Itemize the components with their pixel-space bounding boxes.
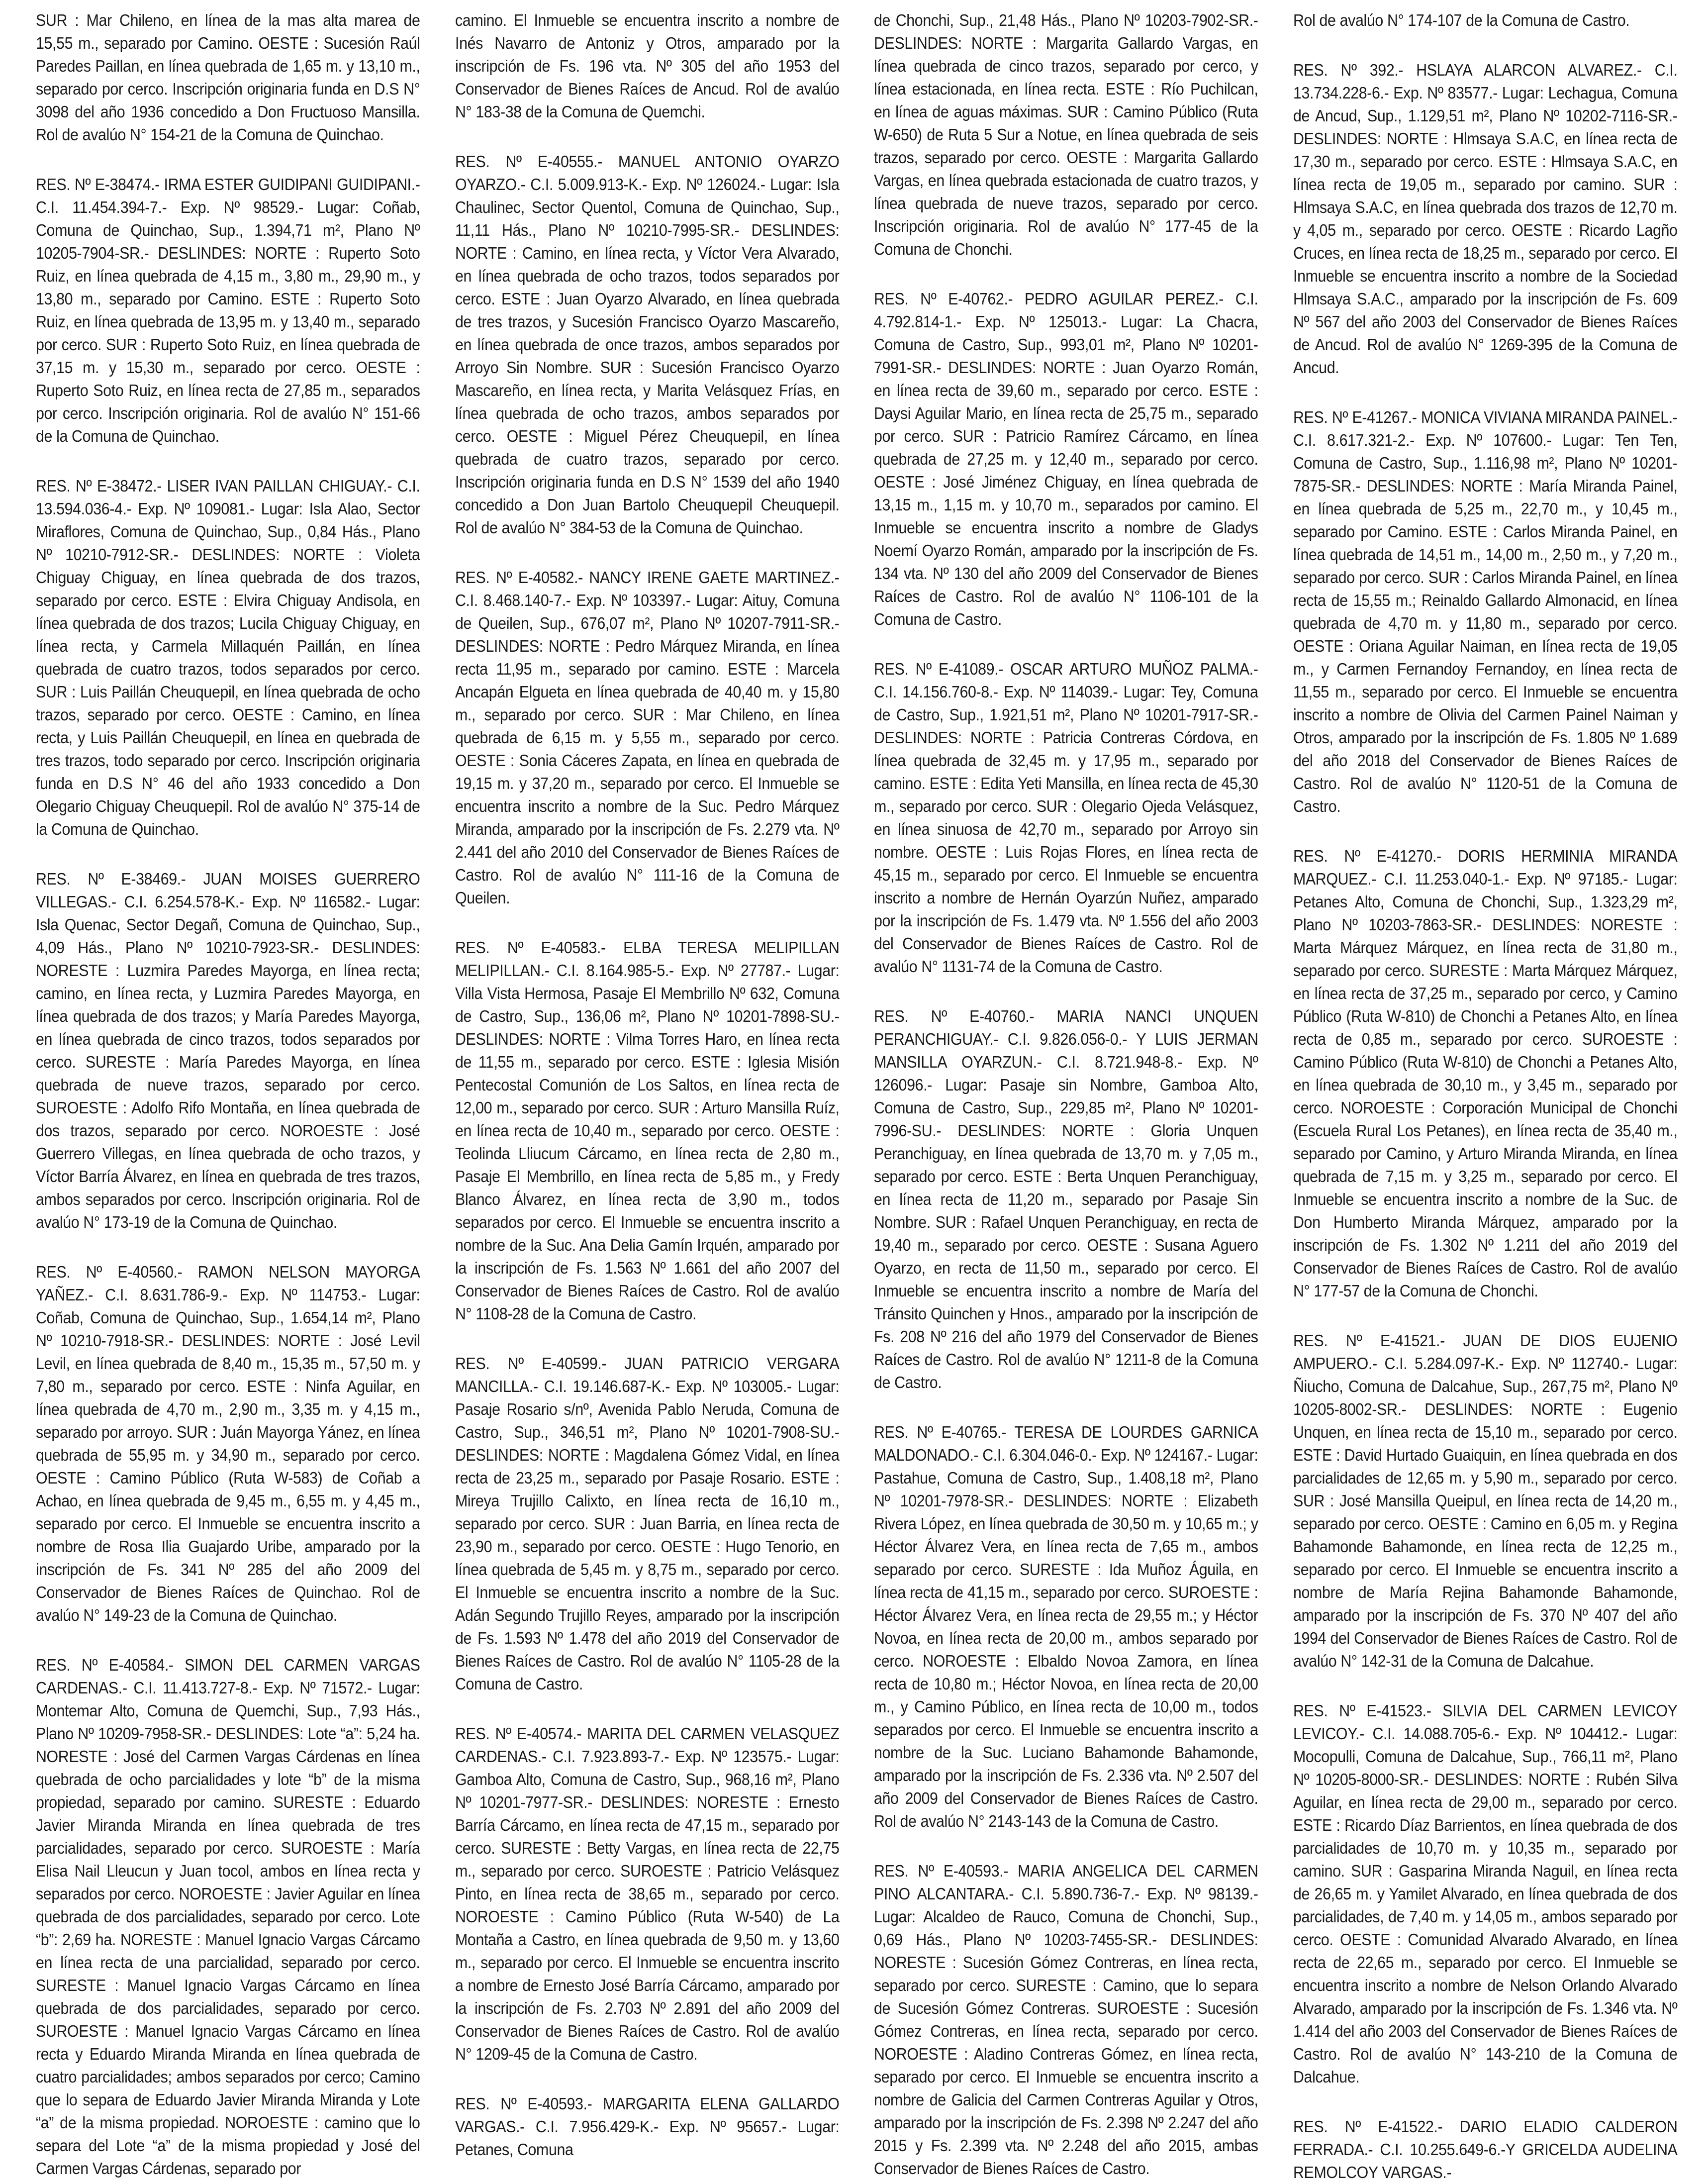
entry: RES. Nº E-40593.- MARGARITA ELENA GALLARDO VARGAS.- C.I. 7.956.429-K.- Exp. Nº 95657.- Lugar: Petanes, Comuna [455, 2094, 840, 2159]
entry: RES. Nº E-40765.- TERESA DE LOURDES GARNICA MALDONADO.- C.I. 6.304.046-0.- Exp. Nº 124167.- Lugar: Pastahue, Comuna de Castro, Sup., 1.408,18 m², Plano Nº 10201-7978-SR.- DESLINDES: NORTE : Elizabeth Rivera López, en línea quebrada de 30,50 m. y 10,65 m.; y Héctor Álvarez Vera, en línea recta de 7,65 m., ambos separado por cerco. SURESTE : Ida Muñoz Águila, en línea recta de 41,15 m., separado por cerco. SUROESTE : Héctor Álvarez Vera, en línea recta de 29,55 m.; y Héctor Novoa, en línea recta de 20,00 m., ambos separado por cerco. NOROESTE : Elbaldo Novoa Zamora, en línea recta de 10,80 m.; Héctor Novoa, en línea recta de 20,00 m., y Camino Público, en línea recta de 10,00 m., todos separados por cerco. El Inmueble se encuentra inscrito a nombre de la Suc. Luciano Bahamonde Bahamonde, amparado por la inscripción de Fs. 2.336 vta. Nº 2.507 del año 2009 del Conservador de Bienes Raíces de Castro. Rol de avalúo N° 2143-143 de la Comuna de Castro. [874, 1423, 1258, 1830]
entry: RES. Nº E-40599.- JUAN PATRICIO VERGARA MANCILLA.- C.I. 19.146.687-K.- Exp. Nº 103005.- Lugar: Pasaje Rosario s/nº, Avenida Pablo Neruda, Comuna de Castro, Sup., 346,51 m², Plano Nº 10201-7908-SU.- DESLINDES: NORTE : Magdalena Gómez Vidal, en línea recta de 23,25 m., separado por Pasaje Rosario. ESTE : Mireya Trujillo Calixto, en línea recta de 16,10 m., separado por cerco. SUR : Juan Barria, en línea recta de 23,90 m., separado por cerco. OESTE : Hugo Tenorio, en línea quebrada de 5,45 m. y 8,75 m., separado por cerco. El Inmueble se encuentra inscrito a nombre de la Suc. Adán Segundo Trujillo Reyes, amparado por la inscripción de Fs. 1.593 Nº 1.478 del año 2019 del Conservador de Bienes Raíces de Castro. Rol de avalúo N° 1105-28 de la Comuna de Castro. [455, 1354, 840, 1693]
entry: RES. Nº E-41089.- OSCAR ARTURO MUÑOZ PALMA.- C.I. 14.156.760-8.- Exp. Nº 114039.- Lugar: Tey, Comuna de Castro, Sup., 1.921,51 m², Plano Nº 10201-7917-SR.- DESLINDES: NORTE : Patricia Contreras Córdova, en línea quebrada de 32,45 m. y 17,95 m., separado por camino. ESTE : Edita Yeti Mansilla, en línea recta de 45,30 m., separado por cerco. SUR : Olegario Ojeda Velásquez, en línea sinuosa de 42,70 m., separado por Arroyo sin nombre. OESTE : Luis Rojas Flores, en línea recta de 45,15 m., separado por cerco. El Inmueble se encuentra inscrito a nombre de Hernán Oyarzún Nuñez, amparado por la inscripción de Fs. 1.479 vta. Nº 1.556 del año 2003 del Conservador de Bienes Raíces de Castro. Rol de avalúo N° 1131-74 de la Comuna de Castro. [874, 660, 1258, 976]
entry: RES. Nº E-41270.- DORIS HERMINIA MIRANDA MARQUEZ.- C.I. 11.253.040-1.- Exp. Nº 97185.- Lugar: Petanes Alto, Comuna de Chonchi, Sup., 1.323,29 m², Plano Nº 10203-7863-SR.- DESLINDES: NORESTE : Marta Márquez Márquez, en línea recta de 31,80 m., separado por cerco. SURESTE : Marta Márquez Márquez, en línea recta de 37,25 m., separado por cerco, y Camino Público (Ruta W-810) de Chonchi a Petanes Alto, en línea recta de 0,85 m., separado por cerco. SUROESTE : Camino Público (Ruta W-810) de Chonchi a Petanes Alto, en línea quebrada de 30,10 m., y 3,45 m., separado por cerco. NOROESTE : Corporación Municipal de Chonchi (Escuela Rural Los Petanes), en línea recta de 35,40 m., separado por Camino, y Arturo Miranda Miranda, en línea quebrada de 7,15 m. y 3,25 m., separado por cerco. El Inmueble se encuentra inscrito a nombre de la Suc. de Don Humberto Miranda Márquez, amparado por la inscripción de Fs. 1.302 Nº 1.211 del año 2019 del Conservador de Bienes Raíces de Castro. Rol de avalúo N° 177-57 de la Comuna de Chonchi. [1293, 847, 1678, 1300]
entry: RES. Nº E-40593.- MARIA ANGELICA DEL CARMEN PINO ALCANTARA.- C.I. 5.890.736-7.- Exp. Nº 98139.- Lugar: Alcaldeo de Rauco, Comuna de Chonchi, Sup., 0,69 Hás., Plano Nº 10203-7455-SR.- DESLINDES: NORESTE : Sucesión Gómez Contreras, en línea recta, separado por cerco. SURESTE : Camino, que lo separa de Sucesión Gómez Contreras. SUROESTE : Sucesión Gómez Contreras, en línea recta, separado por cerco. NOROESTE : Aladino Contreras Gómez, en línea recta, separado por cerco. El Inmueble se encuentra inscrito a nombre de Galicia del Carmen Contreras Aguilar y Otros, amparado por la inscripción de Fs. 2.398 Nº 2.247 del año 2015 y Fs. 2.399 vta. Nº 2.248 del año 2015, ambas Conservador de Bienes Raíces de Castro. [874, 1862, 1258, 2178]
entry: RES. Nº E-40560.- RAMON NELSON MAYORGA YAÑEZ.- C.I. 8.631.786-9.- Exp. Nº 114753.- Lugar: Coñab, Comuna de Quinchao, Sup., 1.654,14 m², Plano Nº 10210-7918-SR.- DESLINDES: NORTE : José Levil Levil, en línea quebrada de 8,40 m., 15,35 m., 57,50 m. y 7,80 m., separado por cerco. ESTE : Ninfa Aguilar, en línea quebrada de 4,70 m., 2,90 m., 3,35 m. y 4,15 m., separado por arroyo. SUR : Juán Mayorga Yánez, en línea quebrada de 55,95 m. y 34,90 m., separado por cerco. OESTE : Camino Público (Ruta W-583) de Coñab a Achao, en línea quebrada de 9,45 m., 6,55 m. y 4,45 m., separado por cerco. El Inmueble se encuentra inscrito a nombre de Rosa Ilia Guajardo Uribe, amparado por la inscripción de Fs. 341 Nº 285 del año 2009 del Conservador de Bienes Raíces de Quinchao. Rol de avalúo N° 149-23 de la Comuna de Quinchao. [36, 1263, 420, 1624]
entry: Rol de avalúo N° 174-107 de la Comuna de Castro. [1293, 11, 1629, 29]
entry: RES. Nº E-38469.- JUAN MOISES GUERRERO VILLEGAS.- C.I. 6.254.578-K.- Exp. Nº 116582.- Lugar: Isla Quenac, Sector Degañ, Comuna de Quinchao, Sup., 4,09 Hás., Plano Nº 10210-7923-SR.- DESLINDES: NORESTE : Luzmira Paredes Mayorga, en línea recta; camino, en línea recta, y Luzmira Paredes Mayorga, en línea quebrada de dos trazos; y María Paredes Mayorga, en línea quebrada de cinco trazos, todos separados por cerco. SURESTE : María Paredes Mayorga, en línea quebrada de nueve trazos, separado por cerco. SUROESTE : Adolfo Rifo Montaña, en línea quebrada de dos trazos, separado por cerco. NOROESTE : José Guerrero Villegas, en línea quebrada de ocho trazos, y Víctor Barría Álvarez, en línea en quebrada de tres trazos, ambos separados por cerco. Inscripción originaria. Rol de avalúo N° 173-19 de la Comuna de Quinchao. [36, 870, 420, 1231]
entry: SUR : Mar Chileno, en línea de la mas alta marea de 15,55 m., separado por Camino. OESTE : Sucesión Raúl Paredes Paillan, en línea quebrada de 1,65 m. y 13,10 m., separado por cerco. Inscripción originaria funda en D.S N° 3098 del año 1936 concedido a Don Fructuoso Mansilla. Rol de avalúo N° 154-21 de la Comuna de Quinchao. [36, 11, 420, 144]
entry: RES. Nº E-40574.- MARITA DEL CARMEN VELASQUEZ CARDENAS.- C.I. 7.923.893-7.- Exp. Nº 123575.- Lugar: Gamboa Alto, Comuna de Castro, Sup., 968,16 m², Plano Nº 10201-7977-SR.- DESLINDES: NORESTE : Ernesto Barría Cárcamo, en línea recta de 47,15 m., separado por cerco. SURESTE : Betty Vargas, en línea recta de 22,75 m., separado por cerco. SUROESTE : Patricio Velásquez Pinto, en línea recta de 38,65 m., separado por cerco. NOROESTE : Camino Público (Ruta W-540) de La Montaña a Castro, en línea quebrada de 9,50 m. y 13,60 m., separado por cerco. El Inmueble se encuentra inscrito a nombre de Ernesto José Barría Cárcamo, amparado por la inscripción de Fs. 2.703 Nº 2.891 del año 2009 del Conservador de Bienes Raíces de Castro. Rol de avalúo N° 1209-45 de la Comuna de Castro. [455, 1724, 840, 2063]
entry: RES. Nº E-40555.- MANUEL ANTONIO OYARZO OYARZO.- C.I. 5.009.913-K.- Exp. Nº 126024.- Lugar: Isla Chaulinec, Sector Quentol, Comuna de Quinchao, Sup., 11,11 Hás., Plano Nº 10210-7995-SR.- DESLINDES: NORTE : Camino, en línea recta, y Víctor Vera Alvarado, en línea quebrada de ocho trazos, todos separados por cerco. ESTE : Juan Oyarzo Alvarado, en línea quebrada de tres trazos, y Sucesión Francisco Oyarzo Mascareño, en línea quebrada de once trazos, ambos separados por Arroyo Sin Nombre. SUR : Sucesión Francisco Oyarzo Mascareño, en línea recta, y Marita Velásquez Frías, en línea quebrada de ocho trazos, ambos separados por cerco. OESTE : Miguel Pérez Cheuquepil, en línea quebrada de cuatro trazos, separado por cerco. Inscripción originaria funda en D.S N° 1539 del año 1940 concedido a Don Juan Bartolo Cheuquepil Cheuquepil. Rol de avalúo N° 384-53 de la Comuna de Quinchao. [455, 152, 840, 537]
entry: camino. El Inmueble se encuentra inscrito a nombre de Inés Navarro de Antoniz y Otros, amparado por la inscripción de Fs. 196 vta. Nº 305 del año 1953 del Conservador de Bienes Raíces de Ancud. Rol de avalúo N° 183-38 de la Comuna de Quemchi. [455, 11, 840, 121]
entry: RES. Nº E-38474.- IRMA ESTER GUIDIPANI GUIDIPANI.- C.I. 11.454.394-7.- Exp. Nº 98529.- Lugar: Coñab, Comuna de Quinchao, Sup., 1.394,71 m², Plano Nº 10205-7904-SR.- DESLINDES: NORTE : Ruperto Soto Ruiz, en línea quebrada de 4,15 m., 3,80 m., 29,90 m., y 13,80 m., separado por Camino. ESTE : Ruperto Soto Ruiz, en línea quebrada de 13,95 m. y 13,40 m., separado por cerco. SUR : Ruperto Soto Ruiz, en línea quebrada de 37,15 m. y 15,30 m., separado por cerco. OESTE : Ruperto Soto Ruiz, en línea recta de 27,85 m., separados por cerco. Inscripción originaria. Rol de avalúo N° 151-66 de la Comuna de Quinchao. [36, 175, 420, 445]
column-4 [1293, 9, 1678, 2182]
entry: RES. Nº E-40582.- NANCY IRENE GAETE MARTINEZ.- C.I. 8.468.140-7.- Exp. Nº 103397.- Lugar: Aituy, Comuna de Queilen, Sup., 676,07 m², Plano Nº 10207-7911-SR.- DESLINDES: NORTE : Pedro Márquez Miranda, en línea recta 11,95 m., separado por camino. ESTE : Marcela Ancapán Elgueta en línea quebrada de 40,40 m. y 15,80 m., separado por cerco. SUR : Mar Chileno, en línea quebrada de 6,15 m. y 5,55 m., separado por cerco. OESTE : Sonia Cáceres Zapata, en línea en quebrada de 19,15 m. y 37,20 m., separado por cerco. El Inmueble se encuentra inscrito a nombre de la Suc. Pedro Márquez Miranda, amparado por la inscripción de Fs. 2.279 vta. Nº 2.441 del año 2010 del Conservador de Bienes Raíces de Castro. Rol de avalúo N° 111-16 de la Comuna de Queilen. [455, 568, 840, 907]
entry: RES. Nº E-41522.- DARIO ELADIO CALDERON FERRADA.- C.I. 10.255.649-6.-Y GRICELDA AUDELINA REMOLCOY VARGAS.- [1293, 2117, 1678, 2182]
entry: RES. Nº 392.- HSLAYA ALARCON ALVAREZ.- C.I. 13.734.228-6.- Exp. Nº 83577.- Lugar: Lechagua, Comuna de Ancud, Sup., 1.129,51 m², Plano Nº 10202-7116-SR.- DESLINDES: NORTE : Hlmsaya S.A.C, en línea recta de 17,30 m., separado por cerco. ESTE : Hlmsaya S.A.C, en línea recta de 19,05 m., separado por camino. SUR : Hlmsaya S.A.C, en línea quebrada dos trazos de 12,70 m. y 4,05 m., separado por cerco. OESTE : Ricardo Lagño Cruces, en línea recta de 18,25 m., separado por cerco. El Inmueble se encuentra inscrito a nombre de la Sociedad Hlmsaya S.A.C., amparado por la inscripción de Fs. 609 Nº 567 del año 2003 del Conservador de Bienes Raíces de Ancud. Rol de avalúo N° 1269-395 de la Comuna de Ancud. [1293, 61, 1678, 377]
entry: RES. Nº E-40762.- PEDRO AGUILAR PEREZ.- C.I. 4.792.814-1.- Exp. Nº 125013.- Lugar: La Chacra, Comuna de Castro, Sup., 993,01 m², Plano Nº 10201-7991-SR.- DESLINDES: NORTE : Juan Oyarzo Román, en línea recta de 39,60 m., separado por cerco. ESTE : Daysi Aguilar Mario, en línea recta de 25,75 m., separado por cerco. SUR : Patricio Ramírez Cárcamo, en línea quebrada de 27,25 m. y 12,40 m., separado por cerco. OESTE : José Jiménez Chiguay, en línea quebrada de 13,15 m., 1,15 m. y 10,70 m., separados por camino. El Inmueble se encuentra inscrito a nombre de Gladys Noemí Oyarzo Román, amparado por la inscripción de Fs. 134 vta. Nº 130 del año 2009 del Conservador de Bienes Raíces de Castro. Rol de avalúo N° 1106-101 de la Comuna de Castro. [874, 290, 1258, 628]
column-2 [455, 9, 840, 2159]
column-1 [36, 9, 420, 2178]
entry: RES. Nº E-40584.- SIMON DEL CARMEN VARGAS CARDENAS.- C.I. 11.413.727-8.- Exp. Nº 71572.- Lugar: Montemar Alto, Comuna de Quemchi, Sup., 7,93 Hás., Plano Nº 10209-7958-SR.- DESLINDES: Lote “a”: 5,24 ha. NORESTE : José del Carmen Vargas Cárdenas en línea quebrada de ocho parcialidades y lote “b” de la misma propiedad, separado por camino. SURESTE : Eduardo Javier Miranda Miranda en línea quebrada de tres parcialidades, separado por cerco. SUROESTE : María Elisa Nail Lleucun y Juan tocol, ambos en línea recta y separados por cerco. NOROESTE : Javier Aguilar en línea quebrada de dos parcialidades, separado por cerco. Lote “b”: 2,69 ha. NORESTE : Manuel Ignacio Vargas Cárcamo en línea recta de una parcialidad, separado por cerco. SURESTE : Manuel Ignacio Vargas Cárcamo en línea quebrada de dos parcialidades, separado por cerco. SUROESTE : Manuel Ignacio Vargas Cárcamo en línea recta y Eduardo Miranda Miranda en línea quebrada de cuatro parcialidades; ambos separados por cerco; Camino que lo separa de Eduardo Javier Miranda Miranda y Lote “a” de la misma propiedad. NOROESTE : camino que lo separa del Lote “a” de la misma propiedad y José del Carmen Vargas Cárdenas, separado por [36, 1656, 420, 2178]
entry: RES. Nº E-41267.- MONICA VIVIANA MIRANDA PAINEL.- C.I. 8.617.321-2.- Exp. Nº 107600.- Lugar: Ten Ten, Comuna de Castro, Sup., 1.116,98 m², Plano Nº 10201-7875-SR.- DESLINDES: NORTE : María Miranda Painel, en línea quebrada de 5,25 m., 22,70 m., y 10,45 m., separado por Camino. ESTE : Carlos Miranda Painel, en línea quebrada de 14,51 m., 14,00 m., 2,50 m., y 7,20 m., separado por cerco. SUR : Carlos Miranda Painel, en línea recta de 15,55 m.; Reinaldo Gallardo Almonacid, en línea quebrada de 4,70 m. y 11,80 m., separado por cerco. OESTE : Oriana Aguilar Naiman, en línea recta de 19,05 m., y Carmen Fernandoy Fernandoy, en línea recta de 11,55 m., separado por cerco. El Inmueble se encuentra inscrito a nombre de Olivia del Carmen Painel Naiman y Otros, amparado por la inscripción de Fs. 1.805 Nº 1.689 del año 2018 del Conservador de Bienes Raíces de Castro. Rol de avalúo N° 1120-51 de la Comuna de Castro. [1293, 408, 1678, 815]
entry: RES. Nº E-41521.- JUAN DE DIOS EUJENIO AMPUERO.- C.I. 5.284.097-K.- Exp. Nº 112740.- Lugar: Ñiucho, Comuna de Dalcahue, Sup., 267,75 m², Plano Nº 10205-8002-SR.- DESLINDES: NORTE : Eugenio Unquen, en línea recta de 15,10 m., separado por cerco. ESTE : David Hurtado Guaiquin, en línea quebrada en dos parcialidades de 12,65 m. y 5,90 m., separado por cerco. SUR : José Mansilla Queipul, en línea recta de 14,20 m., separado por cerco. OESTE : Camino en 6,05 m. y Regina Bahamonde Bahamonde, en línea recta de 12,25 m., separado por cerco. El Inmueble se encuentra inscrito a nombre de María Rejina Bahamonde Bahamonde, amparado por la inscripción de Fs. 370 Nº 407 del año 1994 del Conservador de Bienes Raíces de Castro. Rol de avalúo N° 142-31 de la Comuna de Dalcahue. [1293, 1331, 1678, 1670]
entry: RES. Nº E-38472.- LISER IVAN PAILLAN CHIGUAY.- C.I. 13.594.036-4.- Exp. Nº 109081.- Lugar: Isla Alao, Sector Miraflores, Comuna de Quinchao, Sup., 0,84 Hás., Plano Nº 10210-7912-SR.- DESLINDES: NORTE : Violeta Chiguay Chiguay, en línea quebrada de dos trazos, separado por cerco. ESTE : Elvira Chiguay Andisola, en línea quebrada de dos trazos; Lucila Chiguay Chiguay, en línea recta, y Carmela Millaquén Paillán, en línea quebrada de cuatro trazos, todos separados por cerco. SUR : Luis Paillán Cheuquepil, en línea quebrada de ocho trazos, separado por cerco. OESTE : Camino, en línea recta, y Luis Paillán Cheuquepil, en línea en quebrada de tres trazos, todo separado por cerco. Inscripción originaria funda en D.S N° 46 del año 1933 concedido a Don Olegario Chiguay Cheuquepil. Rol de avalúo N° 375-14 de la Comuna de Quinchao. [36, 477, 420, 838]
column-3 [874, 9, 1258, 2178]
entry: RES. Nº E-41523.- SILVIA DEL CARMEN LEVICOY LEVICOY.- C.I. 14.088.705-6.- Exp. Nº 104412.- Lugar: Mocopulli, Comuna de Dalcahue, Sup., 766,11 m², Plano Nº 10205-8000-SR.- DESLINDES: NORTE : Rubén Silva Aguilar, en línea recta de 29,00 m., separado por cerco. ESTE : Ricardo Díaz Barrientos, en línea quebrada de dos parcialidades de 10,70 m. y 10,35 m., separado por camino. SUR : Gasparina Miranda Naguil, en línea recta de 26,65 m. y Yamilet Alvarado, en línea quebrada de dos parcialidades, de 7,40 m. y 14,05 m., ambos separado por cerco. OESTE : Comunidad Alvarado Alvarado, en línea recta de 22,65 m., separado por cerco. El Inmueble se encuentra inscrito a nombre de Nelson Orlando Alvarado Alvarado, amparado por la inscripción de Fs. 1.346 vta. Nº 1.414 del año 2003 del Conservador de Bienes Raíces de Castro. Rol de avalúo N° 143-210 de la Comuna de Dalcahue. [1293, 1701, 1678, 2086]
entry: RES. Nº E-40760.- MARIA NANCI UNQUEN PERANCHIGUAY.- C.I. 9.826.056-0.- Y LUIS JERMAN MANSILLA OYARZUN.- C.I. 8.721.948-8.- Exp. Nº 126096.- Lugar: Pasaje sin Nombre, Gamboa Alto, Comuna de Castro, Sup., 229,85 m², Plano Nº 10201-7996-SU.- DESLINDES: NORTE : Gloria Unquen Peranchiguay, en línea quebrada de 13,70 m. y 7,05 m., separado por cerco. ESTE : Berta Unquen Peranchiguay, en línea recta de 11,20 m., separado por Pasaje Sin Nombre. SUR : Rafael Unquen Peranchiguay, en recta de 19,40 m., separado por cerco. OESTE : Susana Aguero Oyarzo, en recta de 11,50 m., separado por cerco. El Inmueble se encuentra inscrito a nombre de María del Tránsito Quinchen y Hnos., amparado por la inscripción de Fs. 208 Nº 216 del año 1979 del Conservador de Bienes Raíces de Castro. Rol de avalúo N° 1211-8 de la Comuna de Castro. [874, 1007, 1258, 1391]
entry: RES. Nº E-40583.- ELBA TERESA MELIPILLAN MELIPILLAN.- C.I. 8.164.985-5.- Exp. Nº 27787.- Lugar: Villa Vista Hermosa, Pasaje El Membrillo Nº 632, Comuna de Castro, Sup., 136,06 m², Plano Nº 10201-7898-SU.- DESLINDES: NORTE : Vilma Torres Haro, en línea recta de 11,55 m., separado por cerco. ESTE : Iglesia Misión Pentecostal Comunión de Los Saltos, en línea recta de 12,00 m., separado por cerco. SUR : Arturo Mansilla Ruíz, en línea recta de 10,40 m., separado por cerco. OESTE : Teolinda Lliucum Cárcamo, en línea recta de 2,80 m., Pasaje El Membrillo, en línea recta de 5,85 m., y Fredy Blanco Álvarez, en línea recta de 3,90 m., todos separados por cerco. El Inmueble se encuentra inscrito a nombre de la Suc. Ana Delia Gamín Irquén, amparado por la inscripción de Fs. 1.563 Nº 1.661 del año 2007 del Conservador de Bienes Raíces de Castro. Rol de avalúo N° 1108-28 de la Comuna de Castro. [455, 938, 840, 1323]
entry: de Chonchi, Sup., 21,48 Hás., Plano Nº 10203-7902-SR.- DESLINDES: NORTE : Margarita Gallardo Vargas, en línea quebrada de cinco trazos, separado por cerco, y línea estacionada, en línea recta. ESTE : Río Puchilcan, en línea de aguas máximas. SUR : Camino Público (Ruta W-650) de Ruta 5 Sur a Notue, en línea quebrada de seis trazos, separado por cerco. OESTE : Margarita Gallardo Vargas, en línea quebrada estacionada de cuatro trazos, y línea quebrada de nueve trazos, separado por cerco. Inscripción originaria. Rol de avalúo N° 177-45 de la Comuna de Chonchi. [874, 11, 1258, 258]
